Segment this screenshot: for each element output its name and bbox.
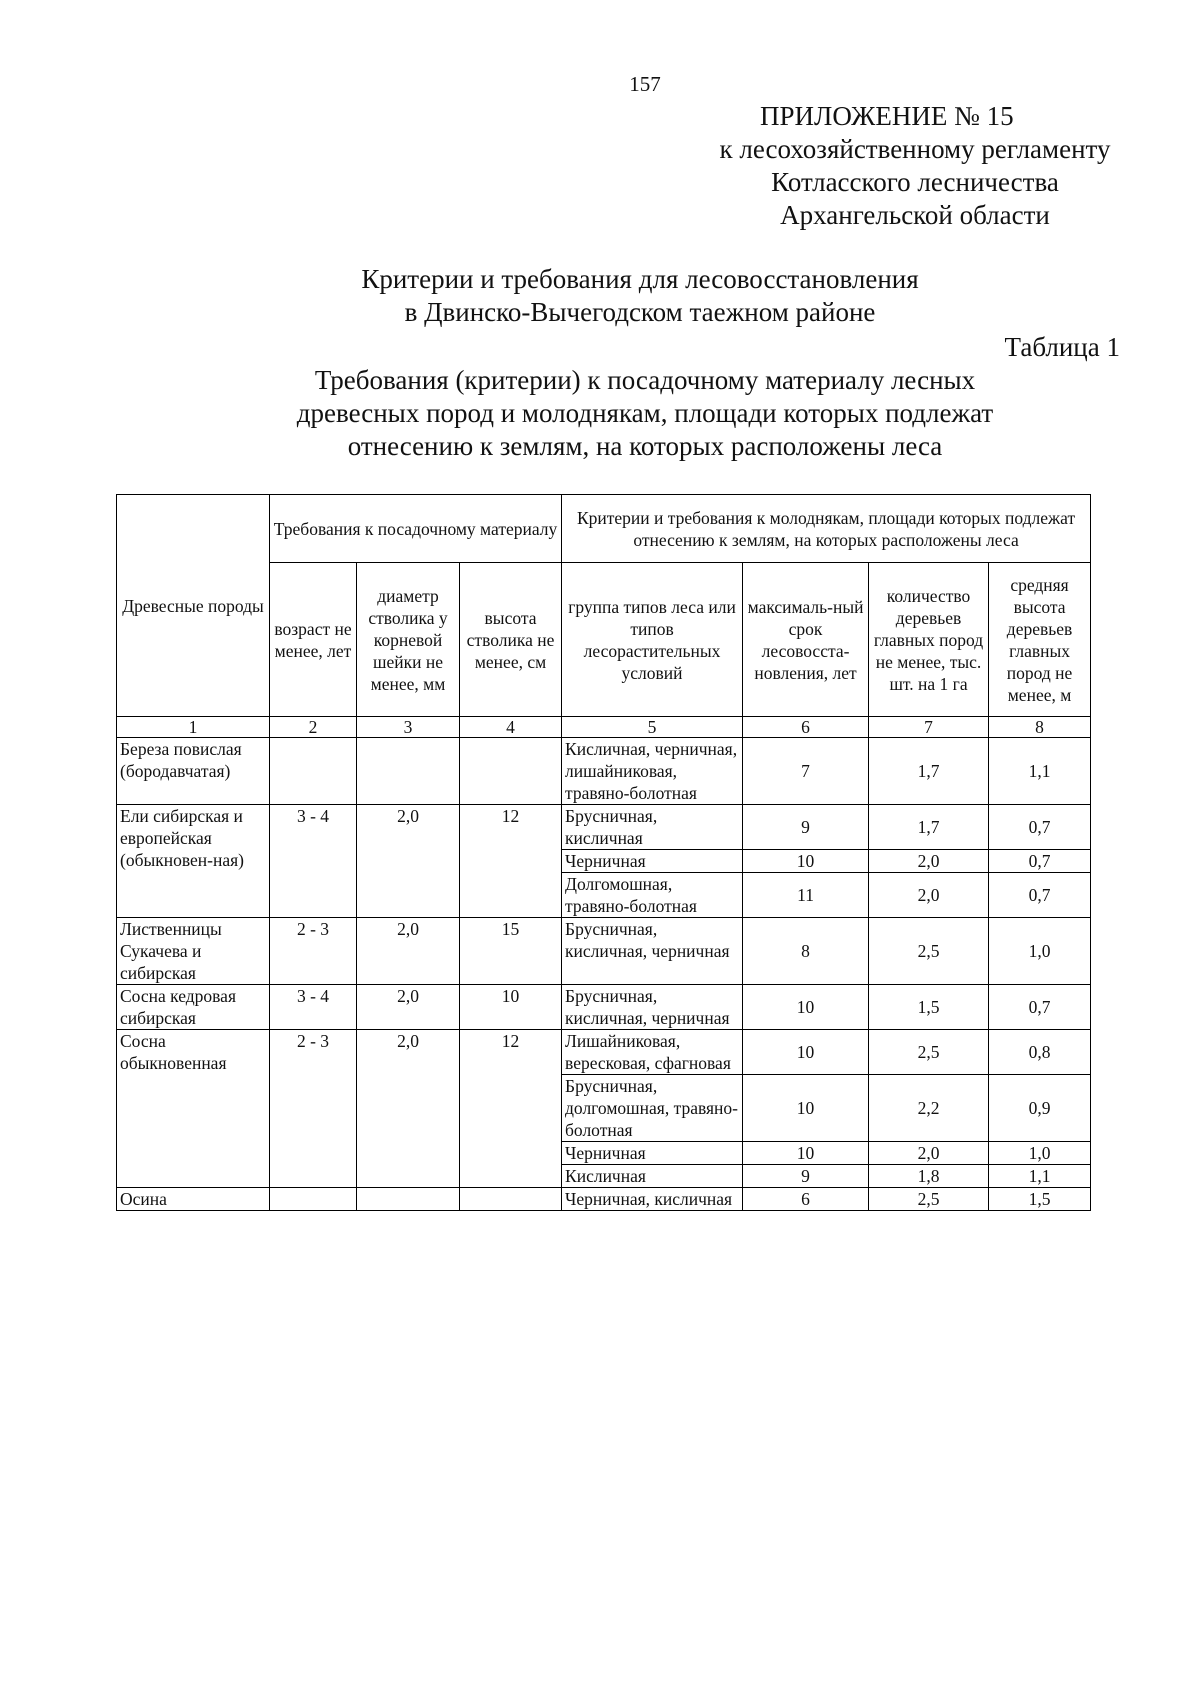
avg-height-cell: 0,9 — [989, 1075, 1091, 1142]
max-term-cell: 6 — [743, 1188, 869, 1211]
avg-height-cell: 0,7 — [989, 805, 1091, 850]
forest-type-cell: Черничная, кисличная — [562, 1188, 743, 1211]
header-planting-material: Требования к посадочному материалу — [270, 495, 562, 563]
header-species: Древесные породы — [117, 495, 270, 717]
forest-type-cell: Брусничная, кисличная, черничная — [562, 918, 743, 985]
avg-height-cell: 1,1 — [989, 1165, 1091, 1188]
max-term-cell: 10 — [743, 985, 869, 1030]
appendix-header — [690, 100, 1140, 232]
column-number: 5 — [562, 717, 743, 738]
height-cell — [460, 1188, 562, 1211]
header-forest-type: группа типов леса или типов лесорастительных условий — [562, 563, 743, 717]
avg-height-cell: 0,7 — [989, 850, 1091, 873]
avg-height-cell: 1,0 — [989, 918, 1091, 985]
header-height: высота стволика не менее, см — [460, 563, 562, 717]
tree-count-cell: 1,8 — [869, 1165, 989, 1188]
forest-type-cell: Кисличная, черничная, лишайниковая, травяно-болотная — [562, 738, 743, 805]
column-number-row — [117, 717, 1091, 738]
tree-count-cell: 2,0 — [869, 1142, 989, 1165]
avg-height-cell: 0,7 — [989, 873, 1091, 918]
age-cell: 2 - 3 — [270, 918, 357, 985]
header-avg-height: средняя высота деревьев главных пород не менее, м — [989, 563, 1091, 717]
species-cell: Сосна кедровая сибирская — [117, 985, 270, 1030]
height-cell: 15 — [460, 918, 562, 985]
document-title-line: Критерии и требования для лесовосстановления — [361, 264, 919, 294]
avg-height-cell: 0,8 — [989, 1030, 1091, 1075]
species-cell: Береза повислая (бородавчатая) — [117, 738, 270, 805]
height-cell: 12 — [460, 805, 562, 918]
avg-height-cell: 0,7 — [989, 985, 1091, 1030]
table-row — [117, 918, 1091, 985]
tree-count-cell: 1,7 — [869, 738, 989, 805]
diameter-cell: 2,0 — [357, 918, 460, 985]
column-number: 3 — [357, 717, 460, 738]
column-number: 2 — [270, 717, 357, 738]
diameter-cell — [357, 738, 460, 805]
max-term-cell: 10 — [743, 1030, 869, 1075]
height-cell: 10 — [460, 985, 562, 1030]
forest-type-cell: Брусничная, кисличная — [562, 805, 743, 850]
max-term-cell: 7 — [743, 738, 869, 805]
forest-type-cell: Черничная — [562, 1142, 743, 1165]
height-cell — [460, 738, 562, 805]
document-title-line: в Двинско-Вычегодском таежном районе — [404, 297, 876, 327]
tree-count-cell: 1,7 — [869, 805, 989, 850]
tree-count-cell: 2,5 — [869, 1188, 989, 1211]
max-term-cell: 10 — [743, 850, 869, 873]
max-term-cell: 9 — [743, 1165, 869, 1188]
page-number: 157 — [629, 72, 661, 96]
species-cell: Лиственницы Сукачева и сибирская — [117, 918, 270, 985]
table-title-line: древесных пород и молоднякам, площади которых подлежат — [296, 398, 994, 428]
appendix-line: к лесохозяйственному регламенту — [719, 134, 1111, 164]
table-row — [117, 738, 1091, 805]
table-title — [220, 364, 1070, 463]
column-number: 7 — [869, 717, 989, 738]
column-number: 6 — [743, 717, 869, 738]
table-row — [117, 985, 1091, 1030]
table-label: Таблица 1 — [1004, 332, 1120, 362]
document-title — [270, 263, 1010, 329]
species-cell: Осина — [117, 1188, 270, 1211]
tree-count-cell: 2,5 — [869, 918, 989, 985]
forest-type-cell: Брусничная, кисличная, черничная — [562, 985, 743, 1030]
age-cell — [270, 738, 357, 805]
header-tree-count: количество деревьев главных пород не менее, тыс. шт. на 1 га — [869, 563, 989, 717]
age-cell — [270, 1188, 357, 1211]
forest-type-cell: Брусничная, долгомошная, травяно-болотная — [562, 1075, 743, 1142]
tree-count-cell: 2,0 — [869, 873, 989, 918]
tree-count-cell: 1,5 — [869, 985, 989, 1030]
table-row — [117, 1188, 1091, 1211]
forest-type-cell: Кисличная — [562, 1165, 743, 1188]
table-row — [117, 1030, 1091, 1075]
forest-type-cell: Черничная — [562, 850, 743, 873]
avg-height-cell: 1,1 — [989, 738, 1091, 805]
avg-height-cell: 1,5 — [989, 1188, 1091, 1211]
table-title-line: отнесению к землям, на которых расположены леса — [347, 431, 943, 461]
tree-count-cell: 2,2 — [869, 1075, 989, 1142]
requirements-table — [116, 494, 1091, 1211]
table-title-line: Требования (критерии) к посадочному материалу лесных — [314, 365, 976, 395]
diameter-cell: 2,0 — [357, 985, 460, 1030]
forest-type-cell: Долгомошная, травяно-болотная — [562, 873, 743, 918]
column-number: 8 — [989, 717, 1091, 738]
column-number: 1 — [117, 717, 270, 738]
header-age: возраст не менее, лет — [270, 563, 357, 717]
diameter-cell: 2,0 — [357, 1030, 460, 1188]
age-cell: 2 - 3 — [270, 1030, 357, 1188]
header-young-stands: Критерии и требования к молоднякам, площади которых подлежат отнесению к землям, на которых расположены леса — [562, 495, 1091, 563]
tree-count-cell: 2,0 — [869, 850, 989, 873]
age-cell: 3 - 4 — [270, 805, 357, 918]
forest-type-cell: Лишайниковая, вересковая, сфагновая — [562, 1030, 743, 1075]
max-term-cell: 11 — [743, 873, 869, 918]
header-diameter: диаметр стволика у корневой шейки не менее, мм — [357, 563, 460, 717]
max-term-cell: 10 — [743, 1142, 869, 1165]
height-cell: 12 — [460, 1030, 562, 1188]
diameter-cell: 2,0 — [357, 805, 460, 918]
appendix-title: ПРИЛОЖЕНИЕ № 15 — [760, 101, 1014, 131]
column-number: 4 — [460, 717, 562, 738]
age-cell: 3 - 4 — [270, 985, 357, 1030]
avg-height-cell: 1,0 — [989, 1142, 1091, 1165]
max-term-cell: 8 — [743, 918, 869, 985]
max-term-cell: 10 — [743, 1075, 869, 1142]
species-cell: Сосна обыкновенная — [117, 1030, 270, 1188]
appendix-line: Архангельской области — [780, 200, 1050, 230]
species-cell: Ели сибирская и европейская (обыкновен-ная) — [117, 805, 270, 918]
table-row — [117, 805, 1091, 850]
tree-count-cell: 2,5 — [869, 1030, 989, 1075]
diameter-cell — [357, 1188, 460, 1211]
header-max-term: максималь-ный срок лесовосста-новления, лет — [743, 563, 869, 717]
appendix-line: Котласского лесничества — [771, 167, 1059, 197]
max-term-cell: 9 — [743, 805, 869, 850]
